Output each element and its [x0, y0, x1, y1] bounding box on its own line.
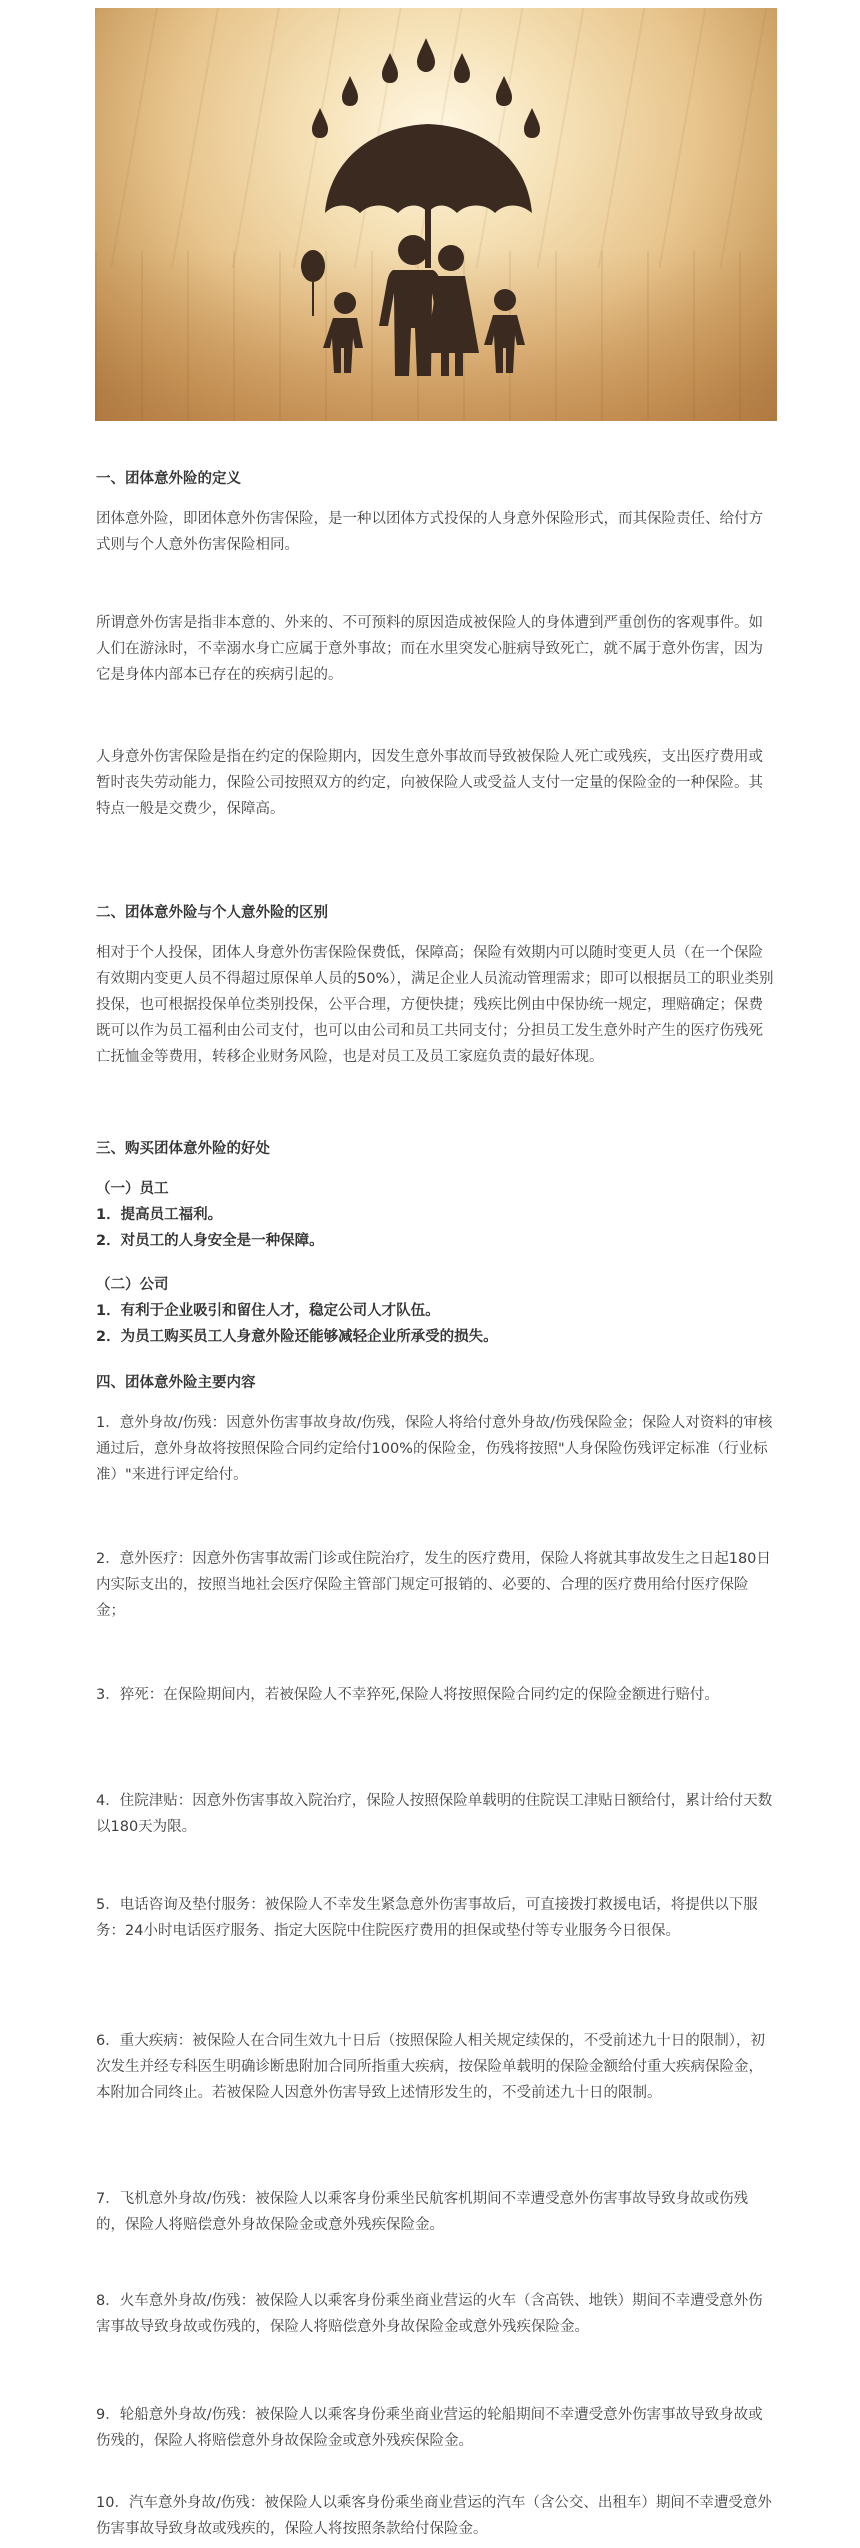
- section-3-heading: 三、购买团体意外险的好处: [96, 1141, 270, 1157]
- company-item-1: 1．有利于企业吸引和留住人才，稳定公司人才队伍。: [96, 1303, 440, 1319]
- coverage-item-1: 1．意外身故/伤残：因意外伤害事故身故/伤残，保险人将给付意外身故/伤残保险金；保险人对资料的审核通过后，意外身故将按照保险合同约定给付100%的保险金，伤残将按照"人身保险伤残评定标准（行业标准）"来进行评定给付。: [96, 1415, 773, 1483]
- section-1-paragraph-1: 团体意外险，即团体意外伤害保险，是一种以团体方式投保的人身意外保险形式，而其保险责任、给付方式则与个人意外伤害保险相同。: [96, 511, 763, 553]
- coverage-item-10: 10．汽车意外身故/伤残：被保险人以乘客身份乘坐商业营运的汽车（含公交、出租车）期间不幸遭受意外伤害事故导致身故或残疾的，保险人将按照条款给付保险金。: [96, 2495, 772, 2537]
- section-1-heading: 一、团体意外险的定义: [96, 471, 241, 487]
- company-item-2: 2．为员工购买员工人身意外险还能够减轻企业所承受的损失。: [96, 1329, 498, 1345]
- coverage-item-4: 4．住院津贴：因意外伤害事故入院治疗，保险人按照保险单载明的住院误工津贴日额给付，累计给付天数以180天为限。: [96, 1793, 773, 1835]
- umbrella-family-icon: [95, 8, 777, 421]
- coverage-item-5: 5．电话咨询及垫付服务：被保险人不幸发生紧急意外伤害事故后，可直接拨打救援电话，将提供以下服务：24小时电话医疗服务、指定大医院中住院医疗费用的担保或垫付等专业服务今日很保。: [96, 1897, 758, 1939]
- employee-subheading: （一）员工: [96, 1181, 169, 1197]
- coverage-item-7: 7．飞机意外身故/伤残：被保险人以乘客身份乘坐民航客机期间不幸遭受意外伤害事故导致身故或伤残的，保险人将赔偿意外身故保险金或意外残疾保险金。: [96, 2191, 749, 2233]
- section-1-paragraph-2: 所谓意外伤害是指非本意的、外来的、不可预料的原因造成被保险人的身体遭到严重创伤的客观事件。如人们在游泳时，不幸溺水身亡应属于意外事故；而在水里突发心脏病导致死亡，就不属于意外伤害，因为它是身体内部本已存在的疾病引起的。: [96, 615, 763, 683]
- employee-item-2: 2．对员工的人身安全是一种保障。: [96, 1233, 324, 1249]
- coverage-item-8: 8．火车意外身故/伤残：被保险人以乘客身份乘坐商业营运的火车（含高铁、地铁）期间不幸遭受意外伤害事故导致身故或伤残的，保险人将赔偿意外身故保险金或意外残疾保险金。: [96, 2293, 763, 2335]
- section-2-paragraph: 相对于个人投保，团体人身意外伤害保险保费低，保障高；保险有效期内可以随时变更人员（在一个保险有效期内变更人员不得超过原保单人员的50%），满足企业人员流动管理需求；即可以根据员工的职业类别投保，也可根据投保单位类别投保，公平合理，方便快捷；残疾比例由中保协统一规定，理赔确定；保费既可以作为员工福利由公司支付，也可以由公司和员工共同支付；分担员工发生意外时产生的医疗伤残死亡抚恤金等费用，转移企业财务风险，也是对员工及员工家庭负责的最好体现。: [96, 945, 774, 1065]
- coverage-item-9: 9．轮船意外身故/伤残：被保险人以乘客身份乘坐商业营运的轮船期间不幸遭受意外伤害事故导致身故或伤残的，保险人将赔偿意外身故保险金或意外残疾保险金。: [96, 2407, 763, 2449]
- coverage-item-3: 3．猝死：在保险期间内，若被保险人不幸猝死,保险人将按照保险合同约定的保险金额进行赔付。: [96, 1687, 719, 1703]
- coverage-item-2: 2．意外医疗：因意外伤害事故需门诊或住院治疗，发生的医疗费用，保险人将就其事故发生之日起180日内实际支出的，按照当地社会医疗保险主管部门规定可报销的、必要的、合理的医疗费用给付医疗保险金；: [96, 1551, 771, 1619]
- section-2-heading: 二、团体意外险与个人意外险的区别: [96, 905, 328, 921]
- section-4-heading: 四、团体意外险主要内容: [96, 1375, 256, 1391]
- company-subheading: （二）公司: [96, 1277, 169, 1293]
- coverage-item-6: 6．重大疾病：被保险人在合同生效九十日后（按照保险人相关规定续保的，不受前述九十日的限制），初次发生并经专科医生明确诊断患附加合同所指重大疾病，按保险单载明的保险金额给付重大疾病保险金，本附加合同终止。若被保险人因意外伤害导致上述情形发生的，不受前述九十日的限制。: [96, 2033, 765, 2101]
- employee-item-1: 1．提高员工福利。: [96, 1207, 223, 1223]
- hero-image: [95, 8, 777, 421]
- section-1-paragraph-3: 人身意外伤害保险是指在约定的保险期内，因发生意外事故而导致被保险人死亡或残疾，支出医疗费用或暂时丧失劳动能力，保险公司按照双方的约定，向被保险人或受益人支付一定量的保险金的一种保险。其特点一般是交费少，保障高。: [96, 749, 763, 817]
